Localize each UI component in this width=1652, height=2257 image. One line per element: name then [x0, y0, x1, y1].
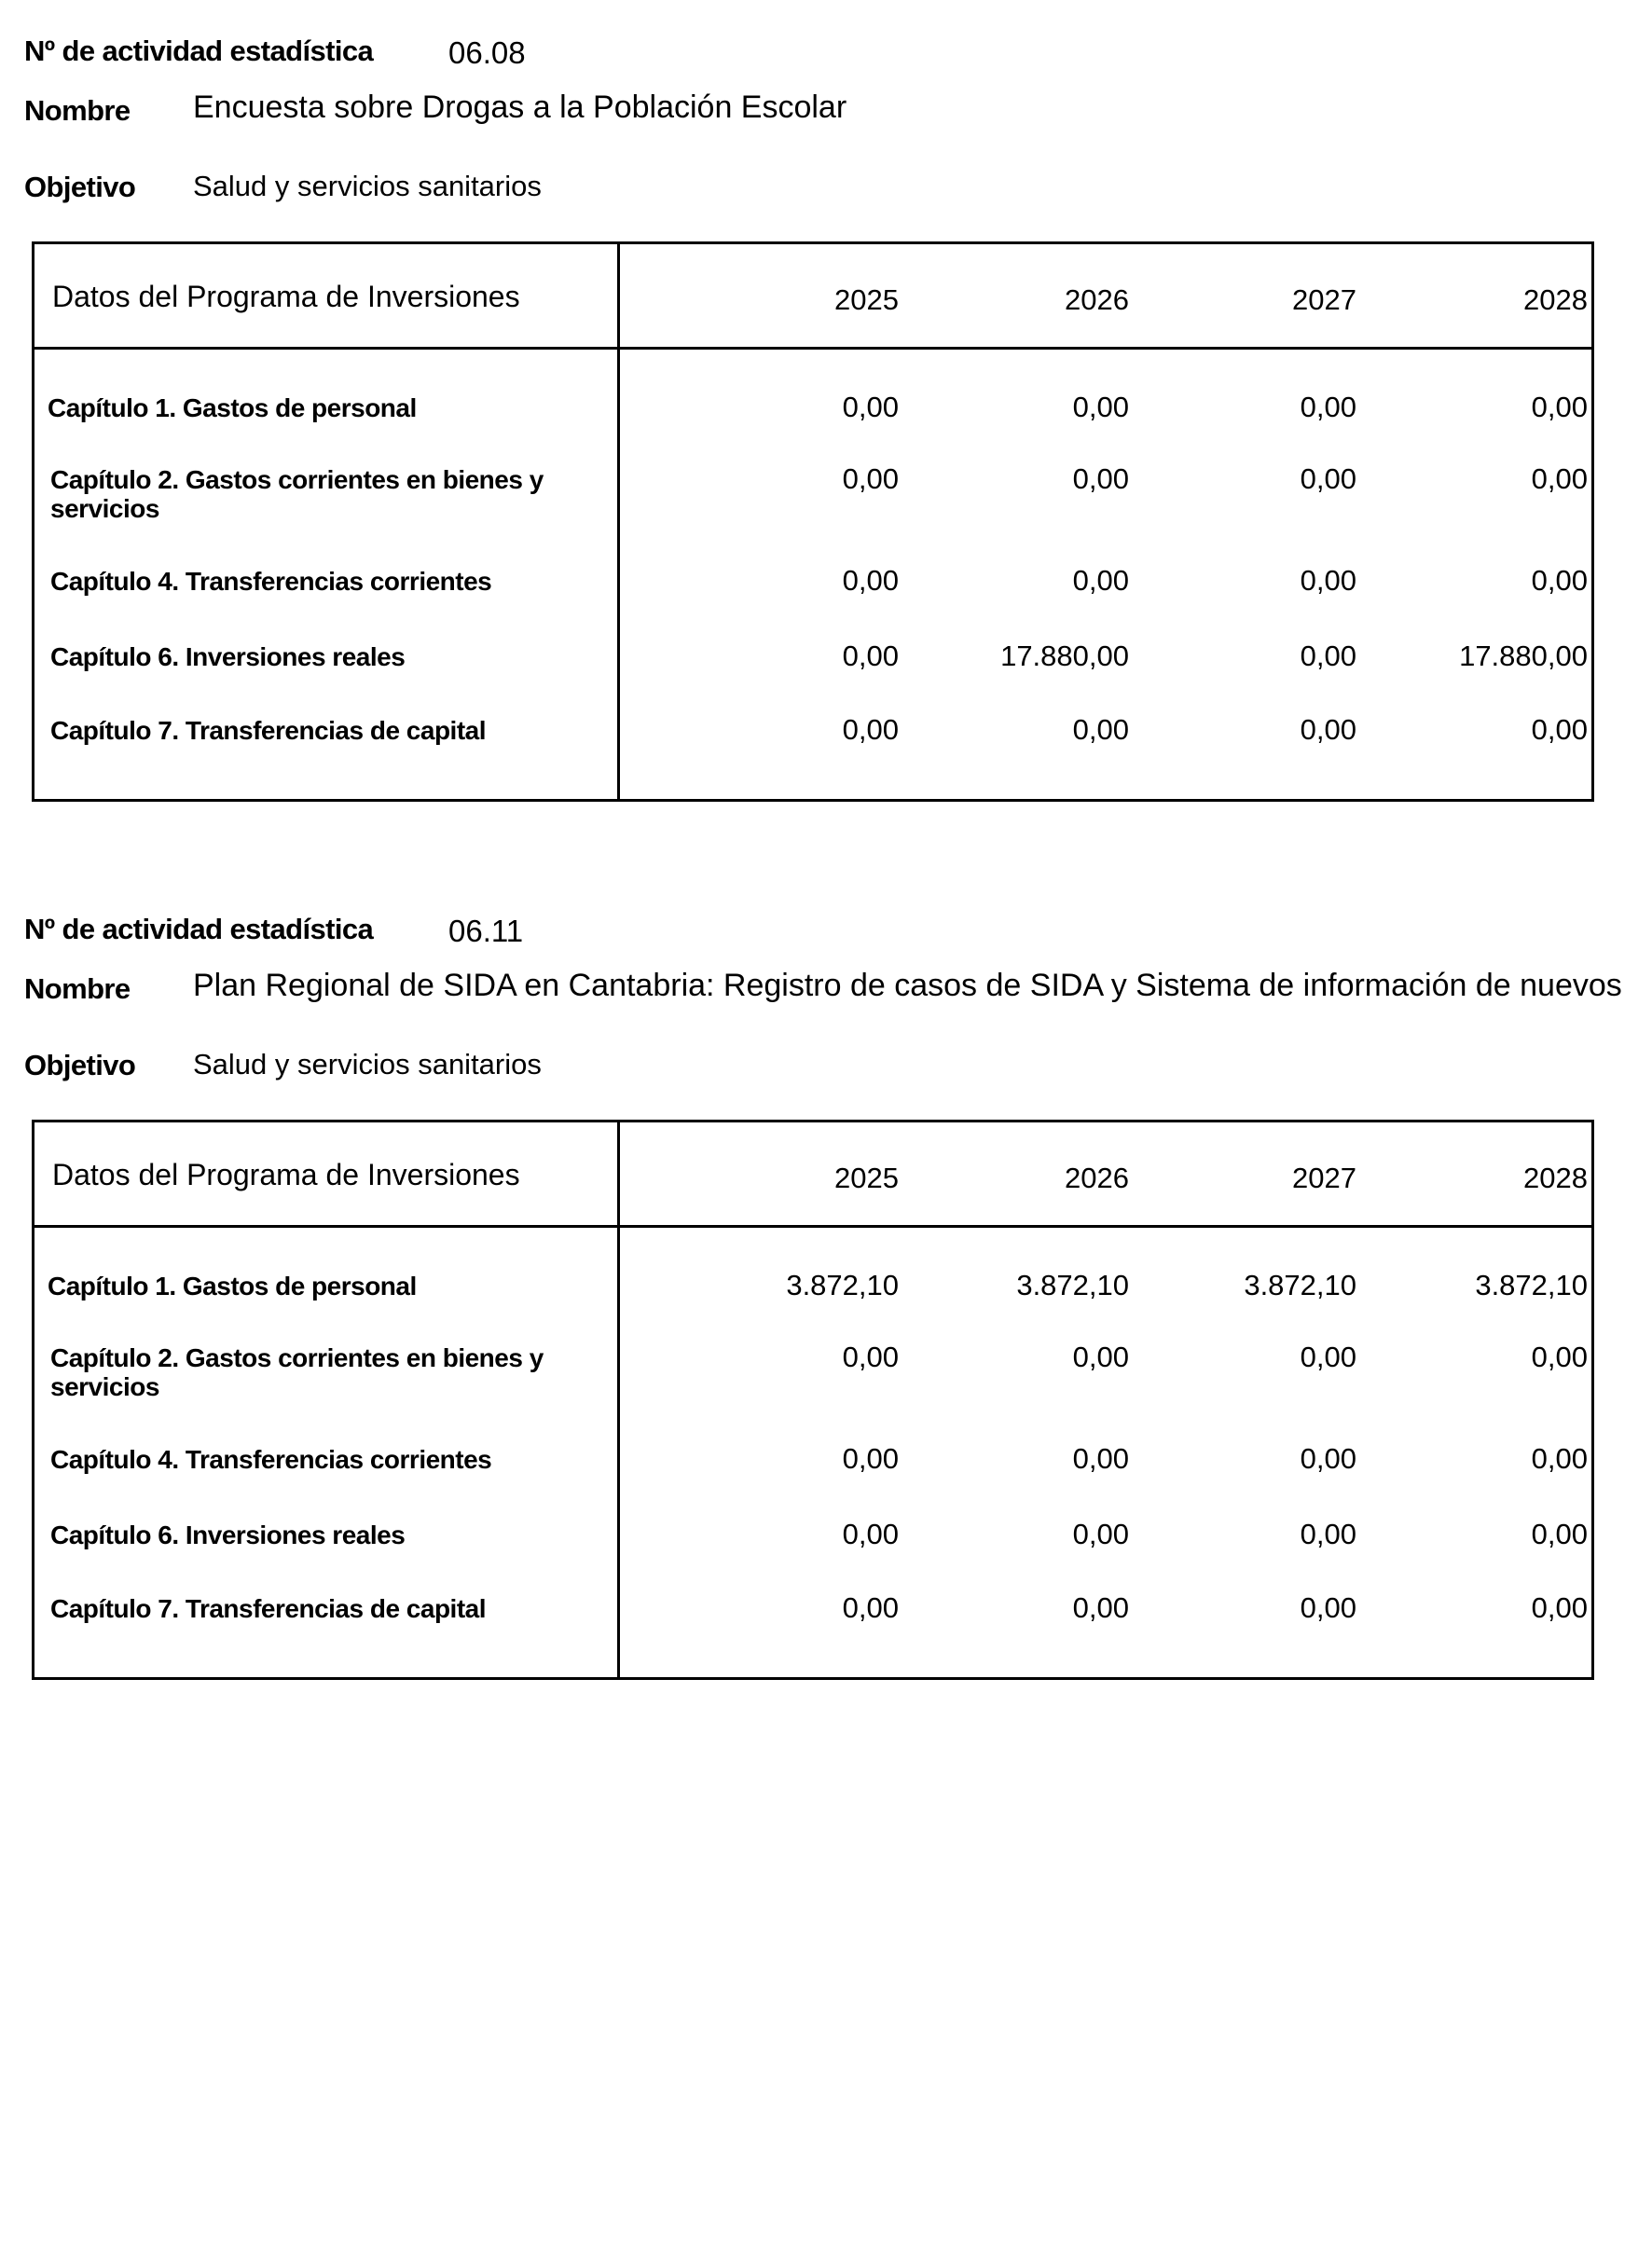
row-label: Capítulo 1. Gastos de personal [48, 1272, 417, 1301]
row-value: 0,00 [1300, 462, 1356, 495]
table-title: Datos del Programa de Inversiones [52, 280, 520, 313]
year-header: 2028 [1523, 283, 1588, 316]
row-value: 0,00 [1531, 1442, 1588, 1475]
row-label: Capítulo 4. Transferencias corrientes [50, 567, 492, 596]
row-value: 0,00 [1072, 564, 1129, 597]
row-value: 0,00 [1300, 713, 1356, 746]
row-value: 0,00 [1300, 1518, 1356, 1550]
objective-label: Objetivo [24, 1049, 136, 1081]
activity-name: Encuesta sobre Drogas a la Población Escolar [193, 89, 847, 125]
activity-name: Plan Regional de SIDA en Cantabria: Registro de casos de SIDA y Sistema de información de nuevos [193, 968, 1622, 1003]
header-divider [34, 1225, 1591, 1228]
objective-value: Salud y servicios sanitarios [193, 1048, 542, 1080]
row-value: 0,00 [842, 1518, 899, 1550]
row-value: 0,00 [1300, 1442, 1356, 1475]
objective-label: Objetivo [24, 171, 136, 203]
name-label: Nombre [24, 94, 131, 127]
row-value: 17.880,00 [1000, 640, 1129, 672]
row-value: 3.872,10 [1475, 1269, 1588, 1301]
column-divider [617, 244, 620, 799]
year-header: 2026 [1065, 283, 1129, 316]
name-label: Nombre [24, 972, 131, 1005]
row-value: 17.880,00 [1459, 640, 1588, 672]
row-value: 3.872,10 [1016, 1269, 1129, 1301]
activity-number: 06.08 [448, 35, 526, 70]
row-label: Capítulo 6. Inversiones reales [50, 642, 406, 671]
objective-value: Salud y servicios sanitarios [193, 170, 542, 202]
row-value: 0,00 [1072, 391, 1129, 423]
year-header: 2025 [834, 283, 899, 316]
activity-number-label: Nº de actividad estadística [24, 913, 374, 945]
row-value: 0,00 [842, 1341, 899, 1373]
row-value: 0,00 [842, 713, 899, 746]
row-label: Capítulo 2. Gastos corrientes en bienes y servicios [50, 1343, 544, 1401]
row-value: 0,00 [842, 462, 899, 495]
row-value: 0,00 [1072, 1591, 1129, 1624]
row-value: 0,00 [842, 640, 899, 672]
year-header: 2025 [834, 1162, 899, 1194]
activity-section [0, 878, 1652, 1643]
activity-number-label: Nº de actividad estadística [24, 34, 374, 67]
investment-table [32, 241, 1594, 802]
row-value: 0,00 [1531, 462, 1588, 495]
table-title: Datos del Programa de Inversiones [52, 1158, 520, 1191]
row-value: 0,00 [1072, 462, 1129, 495]
row-value: 0,00 [1072, 1518, 1129, 1550]
row-value: 0,00 [842, 1591, 899, 1624]
activity-number: 06.11 [448, 914, 524, 948]
row-value: 0,00 [1531, 1341, 1588, 1373]
row-value: 0,00 [1300, 391, 1356, 423]
row-value: 0,00 [842, 1442, 899, 1475]
year-header: 2027 [1292, 1162, 1356, 1194]
row-label: Capítulo 7. Transferencias de capital [50, 1594, 487, 1623]
row-value: 0,00 [842, 564, 899, 597]
row-value: 0,00 [842, 391, 899, 423]
row-value: 0,00 [1531, 564, 1588, 597]
year-header: 2028 [1523, 1162, 1588, 1194]
row-label: Capítulo 4. Transferencias corrientes [50, 1445, 492, 1474]
row-value: 0,00 [1300, 1341, 1356, 1373]
row-value: 0,00 [1072, 713, 1129, 746]
row-value: 0,00 [1531, 1518, 1588, 1550]
row-value: 0,00 [1531, 1591, 1588, 1624]
investment-table [32, 1120, 1594, 1680]
row-value: 0,00 [1531, 713, 1588, 746]
row-label: Capítulo 1. Gastos de personal [48, 393, 417, 422]
row-value: 0,00 [1531, 391, 1588, 423]
row-value: 3.872,10 [1244, 1269, 1356, 1301]
row-value: 0,00 [1300, 1591, 1356, 1624]
row-value: 0,00 [1300, 564, 1356, 597]
row-label: Capítulo 7. Transferencias de capital [50, 716, 487, 745]
row-value: 3.872,10 [786, 1269, 899, 1301]
row-label: Capítulo 6. Inversiones reales [50, 1521, 406, 1549]
row-value: 0,00 [1072, 1341, 1129, 1373]
header-divider [34, 347, 1591, 350]
year-header: 2026 [1065, 1162, 1129, 1194]
row-label: Capítulo 2. Gastos corrientes en bienes y servicios [50, 465, 544, 523]
activity-section [0, 0, 1652, 764]
row-value: 0,00 [1072, 1442, 1129, 1475]
row-value: 0,00 [1300, 640, 1356, 672]
year-header: 2027 [1292, 283, 1356, 316]
column-divider [617, 1122, 620, 1677]
